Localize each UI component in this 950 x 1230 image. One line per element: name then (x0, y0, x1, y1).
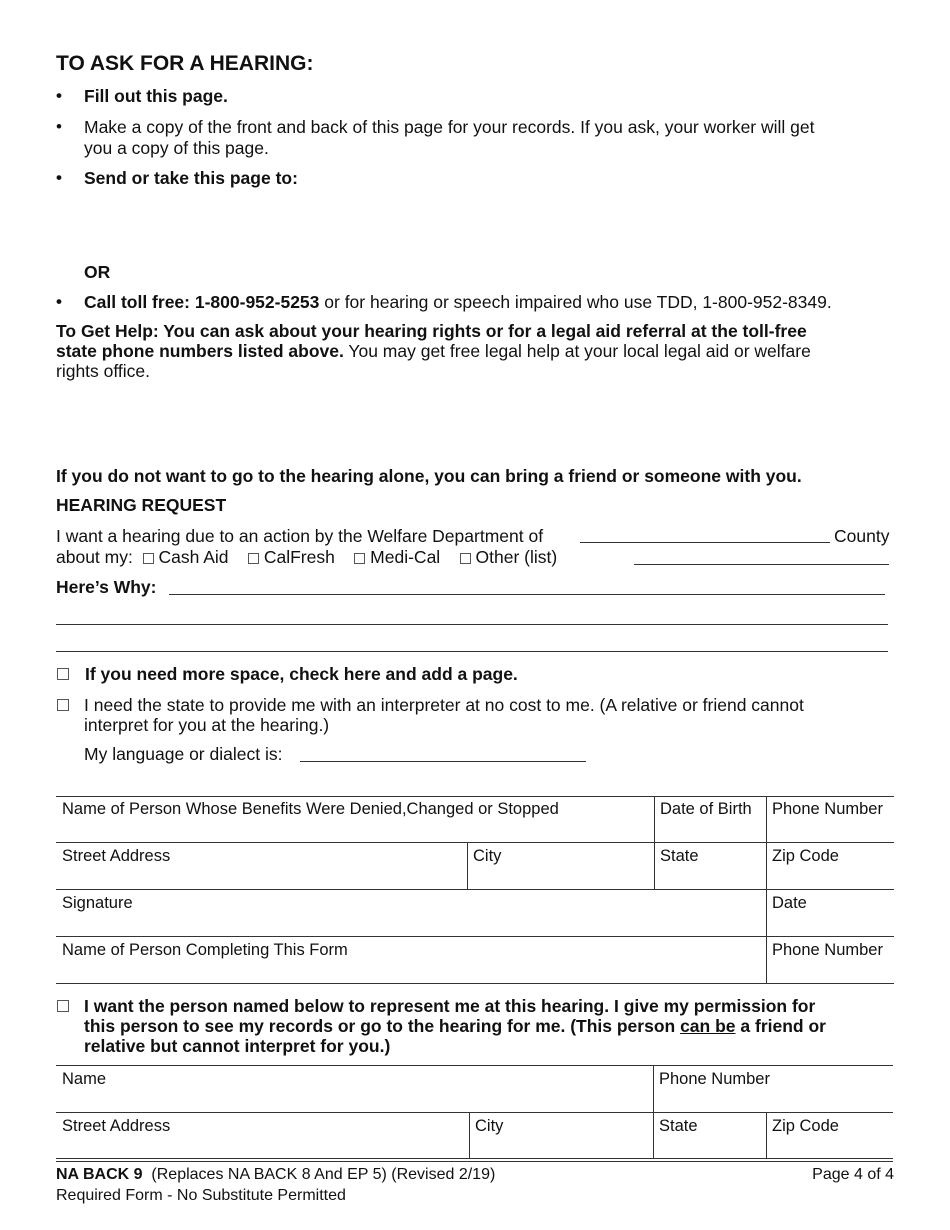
rep-street-field[interactable]: Street Address (62, 1117, 171, 1135)
beneficiary-name-field[interactable]: Name of Person Whose Benefits Were Denied,Changed or Stopped (62, 800, 559, 818)
representative-line-3: relative but cannot interpret for you.) (84, 1036, 391, 1056)
rep-state-field[interactable]: State (659, 1117, 698, 1135)
representative-can-be: can be (680, 1016, 736, 1036)
rep-zip-field[interactable]: Zip Code (772, 1117, 839, 1135)
other-label: Other (list) (475, 547, 558, 567)
completer-phone-field[interactable]: Phone Number (772, 941, 883, 959)
rep-phone-field[interactable]: Phone Number (659, 1070, 770, 1088)
more-space-checkbox[interactable] (57, 668, 69, 680)
about-label: about my: (56, 547, 133, 567)
bullet-dot: • (56, 86, 62, 105)
about-line (56, 547, 557, 568)
table1-border (56, 936, 894, 937)
cash-aid-label: Cash Aid (158, 547, 229, 567)
table2-divider (766, 1112, 767, 1158)
language-label: My language or dialect is: (84, 744, 283, 764)
help-rest-2: You may get free legal help at your local legal aid or welfare (343, 341, 811, 361)
heres-why-input-3[interactable] (56, 651, 888, 652)
representative-line-2b: a friend or (735, 1016, 826, 1036)
help-line-3: rights office. (56, 361, 151, 381)
table1-divider (654, 796, 655, 889)
table1-border (56, 983, 894, 984)
form-id: NA BACK 9 (56, 1166, 143, 1183)
bullet-copy-cont: you a copy of this page. (84, 138, 269, 158)
table2-border (56, 1158, 893, 1159)
other-list-input[interactable] (634, 564, 889, 565)
representative-checkbox[interactable] (57, 1000, 69, 1012)
heres-why-input-2[interactable] (56, 624, 888, 625)
table2-divider (469, 1112, 470, 1158)
table2-border (56, 1161, 893, 1162)
required-form-notice: Required Form - No Substitute Permitted (56, 1187, 346, 1204)
medi-cal-label: Medi-Cal (370, 547, 441, 567)
bullet-fill-out: Fill out this page. (84, 86, 228, 106)
bullet-dot: • (56, 292, 62, 311)
representative-line-2 (84, 1016, 826, 1037)
bullet-dot: • (56, 168, 62, 187)
rep-name-field[interactable]: Name (62, 1070, 107, 1088)
city-field[interactable]: City (473, 847, 502, 865)
date-of-birth-field[interactable]: Date of Birth (660, 800, 752, 818)
call-tdd: or for hearing or speech impaired who use TDD, 1-800-952-8349. (319, 292, 832, 312)
rep-city-field[interactable]: City (475, 1117, 504, 1135)
other-checkbox[interactable] (460, 553, 471, 564)
interpreter-line-1: I need the state to provide me with an interpreter at no cost to me. (A relative or friend cannot (84, 695, 804, 715)
interpreter-line-2: interpret for you at the hearing.) (84, 715, 330, 735)
county-line (56, 526, 543, 547)
table1-border (56, 796, 894, 797)
calfresh-checkbox[interactable] (248, 553, 259, 564)
phone-number-field[interactable]: Phone Number (772, 800, 883, 818)
form-replaces: (Replaces NA BACK 8 And EP 5) (Revised 2/19) (151, 1166, 496, 1183)
table1-divider (766, 796, 767, 983)
bullet-copy: Make a copy of the front and back of this page for your records. If you ask, your worker will get (84, 117, 815, 137)
table2-divider (653, 1065, 654, 1158)
county-input[interactable] (580, 542, 830, 543)
or-label: OR (84, 262, 111, 282)
completer-name-field[interactable]: Name of Person Completing This Form (62, 941, 348, 959)
table2-border (56, 1065, 893, 1066)
street-address-field[interactable]: Street Address (62, 847, 171, 865)
heres-why-input-1[interactable] (169, 594, 885, 595)
county-suffix: County (834, 526, 890, 546)
page-number: Page 4 of 4 (812, 1166, 894, 1183)
interpreter-checkbox[interactable] (57, 699, 69, 711)
table2-border (56, 1112, 893, 1113)
representative-line-1: I want the person named below to represent me at this hearing. I give my permission for (84, 996, 816, 1016)
cash-aid-checkbox[interactable] (143, 553, 154, 564)
medi-cal-checkbox[interactable] (354, 553, 365, 564)
hearing-request-title: HEARING REQUEST (56, 495, 227, 515)
zip-code-field[interactable]: Zip Code (772, 847, 839, 865)
call-toll-free: Call toll free: 1-800-952-5253 (84, 292, 320, 312)
footer-form-line (56, 1166, 495, 1184)
signature-field[interactable]: Signature (62, 894, 133, 912)
table1-divider (467, 842, 468, 889)
bullet-send: Send or take this page to: (84, 168, 298, 188)
calfresh-label: CalFresh (263, 547, 335, 567)
bullet-dot: • (56, 117, 62, 136)
table1-border (56, 889, 894, 890)
friend-notice: If you do not want to go to the hearing alone, you can bring a friend or someone with you. (56, 466, 802, 486)
county-prefix: I want a hearing due to an action by the Welfare Department of (56, 526, 544, 546)
help-line-2 (56, 341, 811, 362)
bullet-call (84, 292, 832, 313)
more-space-label: If you need more space, check here and add a page. (85, 664, 518, 684)
language-input[interactable] (300, 761, 586, 762)
representative-line-2a: this person to see my records or go to the hearing for me. (This person (84, 1016, 681, 1036)
page-title: TO ASK FOR A HEARING: (56, 52, 314, 75)
heres-why-label: Here’s Why: (56, 577, 157, 597)
help-line-1: To Get Help: You can ask about your hearing rights or for a legal aid referral at the toll-free (56, 321, 807, 341)
table1-border (56, 842, 894, 843)
date-field[interactable]: Date (772, 894, 807, 912)
help-bold-2: state phone numbers listed above. (56, 341, 344, 361)
state-field[interactable]: State (660, 847, 699, 865)
